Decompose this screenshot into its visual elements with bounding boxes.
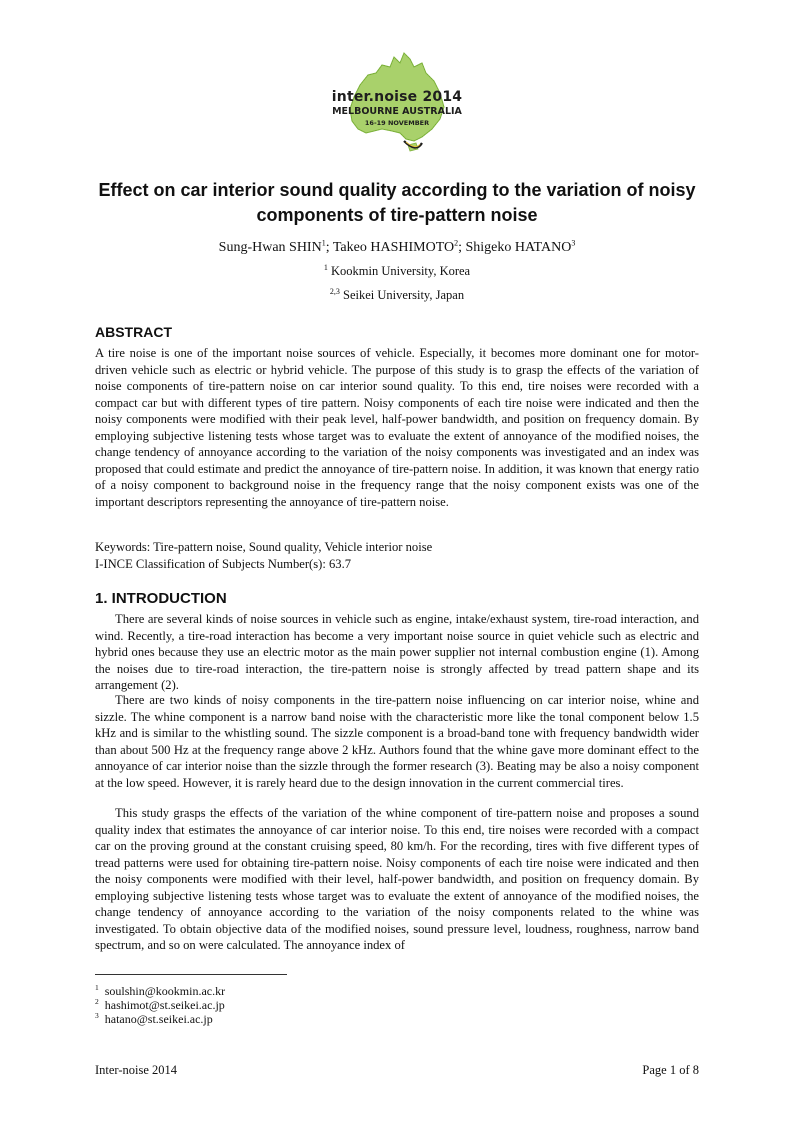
affiliation-text: Kookmin University, Korea [331, 264, 471, 278]
abstract-heading: ABSTRACT [95, 324, 172, 340]
footnote-email: hatano@st.seikei.ac.jp [104, 1012, 213, 1026]
footnote-mark: 2 [95, 997, 99, 1006]
section-heading-introduction: 1. INTRODUCTION [95, 590, 227, 607]
author-mark: 1 [321, 238, 326, 248]
intro-paragraph: There are two kinds of noisy components in the tire-pattern noise influencing on car interior noise, whine and sizzle. The whine component is a narrow band noise with the characteristic more like the tonal component below 1.5 kHz and is similar to the whistling sound. The sizzle component is a broad-band tone with frequency bandwidth wider than about 500 Hz at the frequency range above 2 kHz. Authors found that the whine gave more dominant effect to the annoyance of car interior noise than the sizzle through the former research (3). Beating may be also a noisy component at the low speed. However, it is rarely heard due to the design innovation in the current commercial tires. [95, 693, 699, 790]
footnote-mark: 1 [95, 983, 99, 992]
logo-location: MELBOURNE AUSTRALIA [332, 106, 462, 117]
keywords: Keywords: Tire-pattern noise, Sound quality, Vehicle interior noise [95, 540, 433, 554]
abstract-text: A tire noise is one of the important noise sources of vehicle. Especially, it becomes more dominant one for motor-driven vehicle such as electric or hybrid vehicle. The purpose of this study is to grasp the effects of the variation of noise components of tire-pattern noise on car interior sound quality. To this end, tire noises were recorded with a compact car but with different types of tire pattern. Noisy components of each tire noise were indicated and then the noisy components were modified with their peak level, half-power bandwidth, and position on frequency domain. By employing subjective listening tests whose target was to evaluate the extent of annoyance of the modified noises, the change tendency of annoyance according to the variation of the noisy components was investigated and an index was proposed that could estimate and predict the annoyance of tire-pattern noise. In addition, it was known that energy ratio of a noisy component to background noise in the frequency range that the noisy component exists was one of the important descriptors representing the annoyance of tire-pattern noise. [95, 346, 699, 509]
affiliation-mark: 2,3 [329, 286, 340, 296]
footer-page-number: Page 1 of 8 [642, 1063, 699, 1077]
intro-paragraph: There are several kinds of noise sources in vehicle such as engine, intake/exhaust system, tire-road interaction, and wind. Recently, a tire-road interaction has become a very important noise source in quiet vehicle such as electric and hybrid ones because they use an electric motor as the main power supplier not internal combustion engine (1). Among the noises due to tire-road interaction, the tire-pattern noise is strongly affected by tread pattern shape and its arrangement (2). [95, 612, 699, 692]
conference-logo [330, 45, 464, 161]
author-name: Sung-Hwan SHIN [218, 240, 322, 255]
logo-dates: 16-19 NOVEMBER [364, 119, 430, 127]
affiliation-mark: 1 [323, 262, 328, 272]
intro-paragraph: This study grasps the effects of the variation of the whine component of tire-pattern noise and proposes a sound quality index that estimates the annoyance of car interior noise. To this end, tire noises were recorded with a compact car on the proving ground at the constant cruising speed, 80 km/h. For the recording, tires with five different types of tread patterns were used for obtaining tire-pattern noise. Noisy components of each tire noise were indicated and then the noisy components were modified with their level, half-power bandwidth, and position on frequency domain. By employing subjective listening tests whose target was to evaluate the extent of annoyance of the modified noises, the change tendency of annoyance according to the variation of the noisy components related to the whine was investigated. To obtain objective data of the modified noises, sound pressure level, loudness, roughness, narrow band spectrum, and so on were calculated. The annoyance index of [95, 806, 699, 952]
author-name: Takeo HASHIMOTO [332, 240, 455, 255]
author-list: Sung-Hwan SHIN$^1$; Takeo HASHIMOTO$^2$; Shigeko HATANO$^3$ [218, 238, 576, 255]
footnote [95, 1012, 213, 1027]
affiliation [90, 288, 704, 303]
author-mark: 2 [454, 238, 459, 248]
affiliation-text: Seikei University, Japan [343, 288, 465, 302]
affiliation [90, 264, 704, 279]
footnote-divider [95, 974, 287, 975]
paper-title: Effect on car interior sound quality according to the variation of noisy components of tire-pattern noise [98, 180, 696, 225]
footer-conference: Inter-noise 2014 [95, 1063, 178, 1077]
logo-title: inter.noise 2014 [331, 89, 463, 105]
classification: I-INCE Classification of Subjects Number(s): 63.7 [95, 557, 352, 571]
footnote [95, 984, 225, 999]
author-name: Shigeko HATANO [465, 240, 572, 255]
author-mark: 3 [571, 238, 576, 248]
footnote-email: hashimot@st.seikei.ac.jp [104, 998, 225, 1012]
footnote [95, 998, 225, 1013]
footnote-mark: 3 [95, 1011, 99, 1020]
footnote-email: soulshin@kookmin.ac.kr [104, 984, 226, 998]
